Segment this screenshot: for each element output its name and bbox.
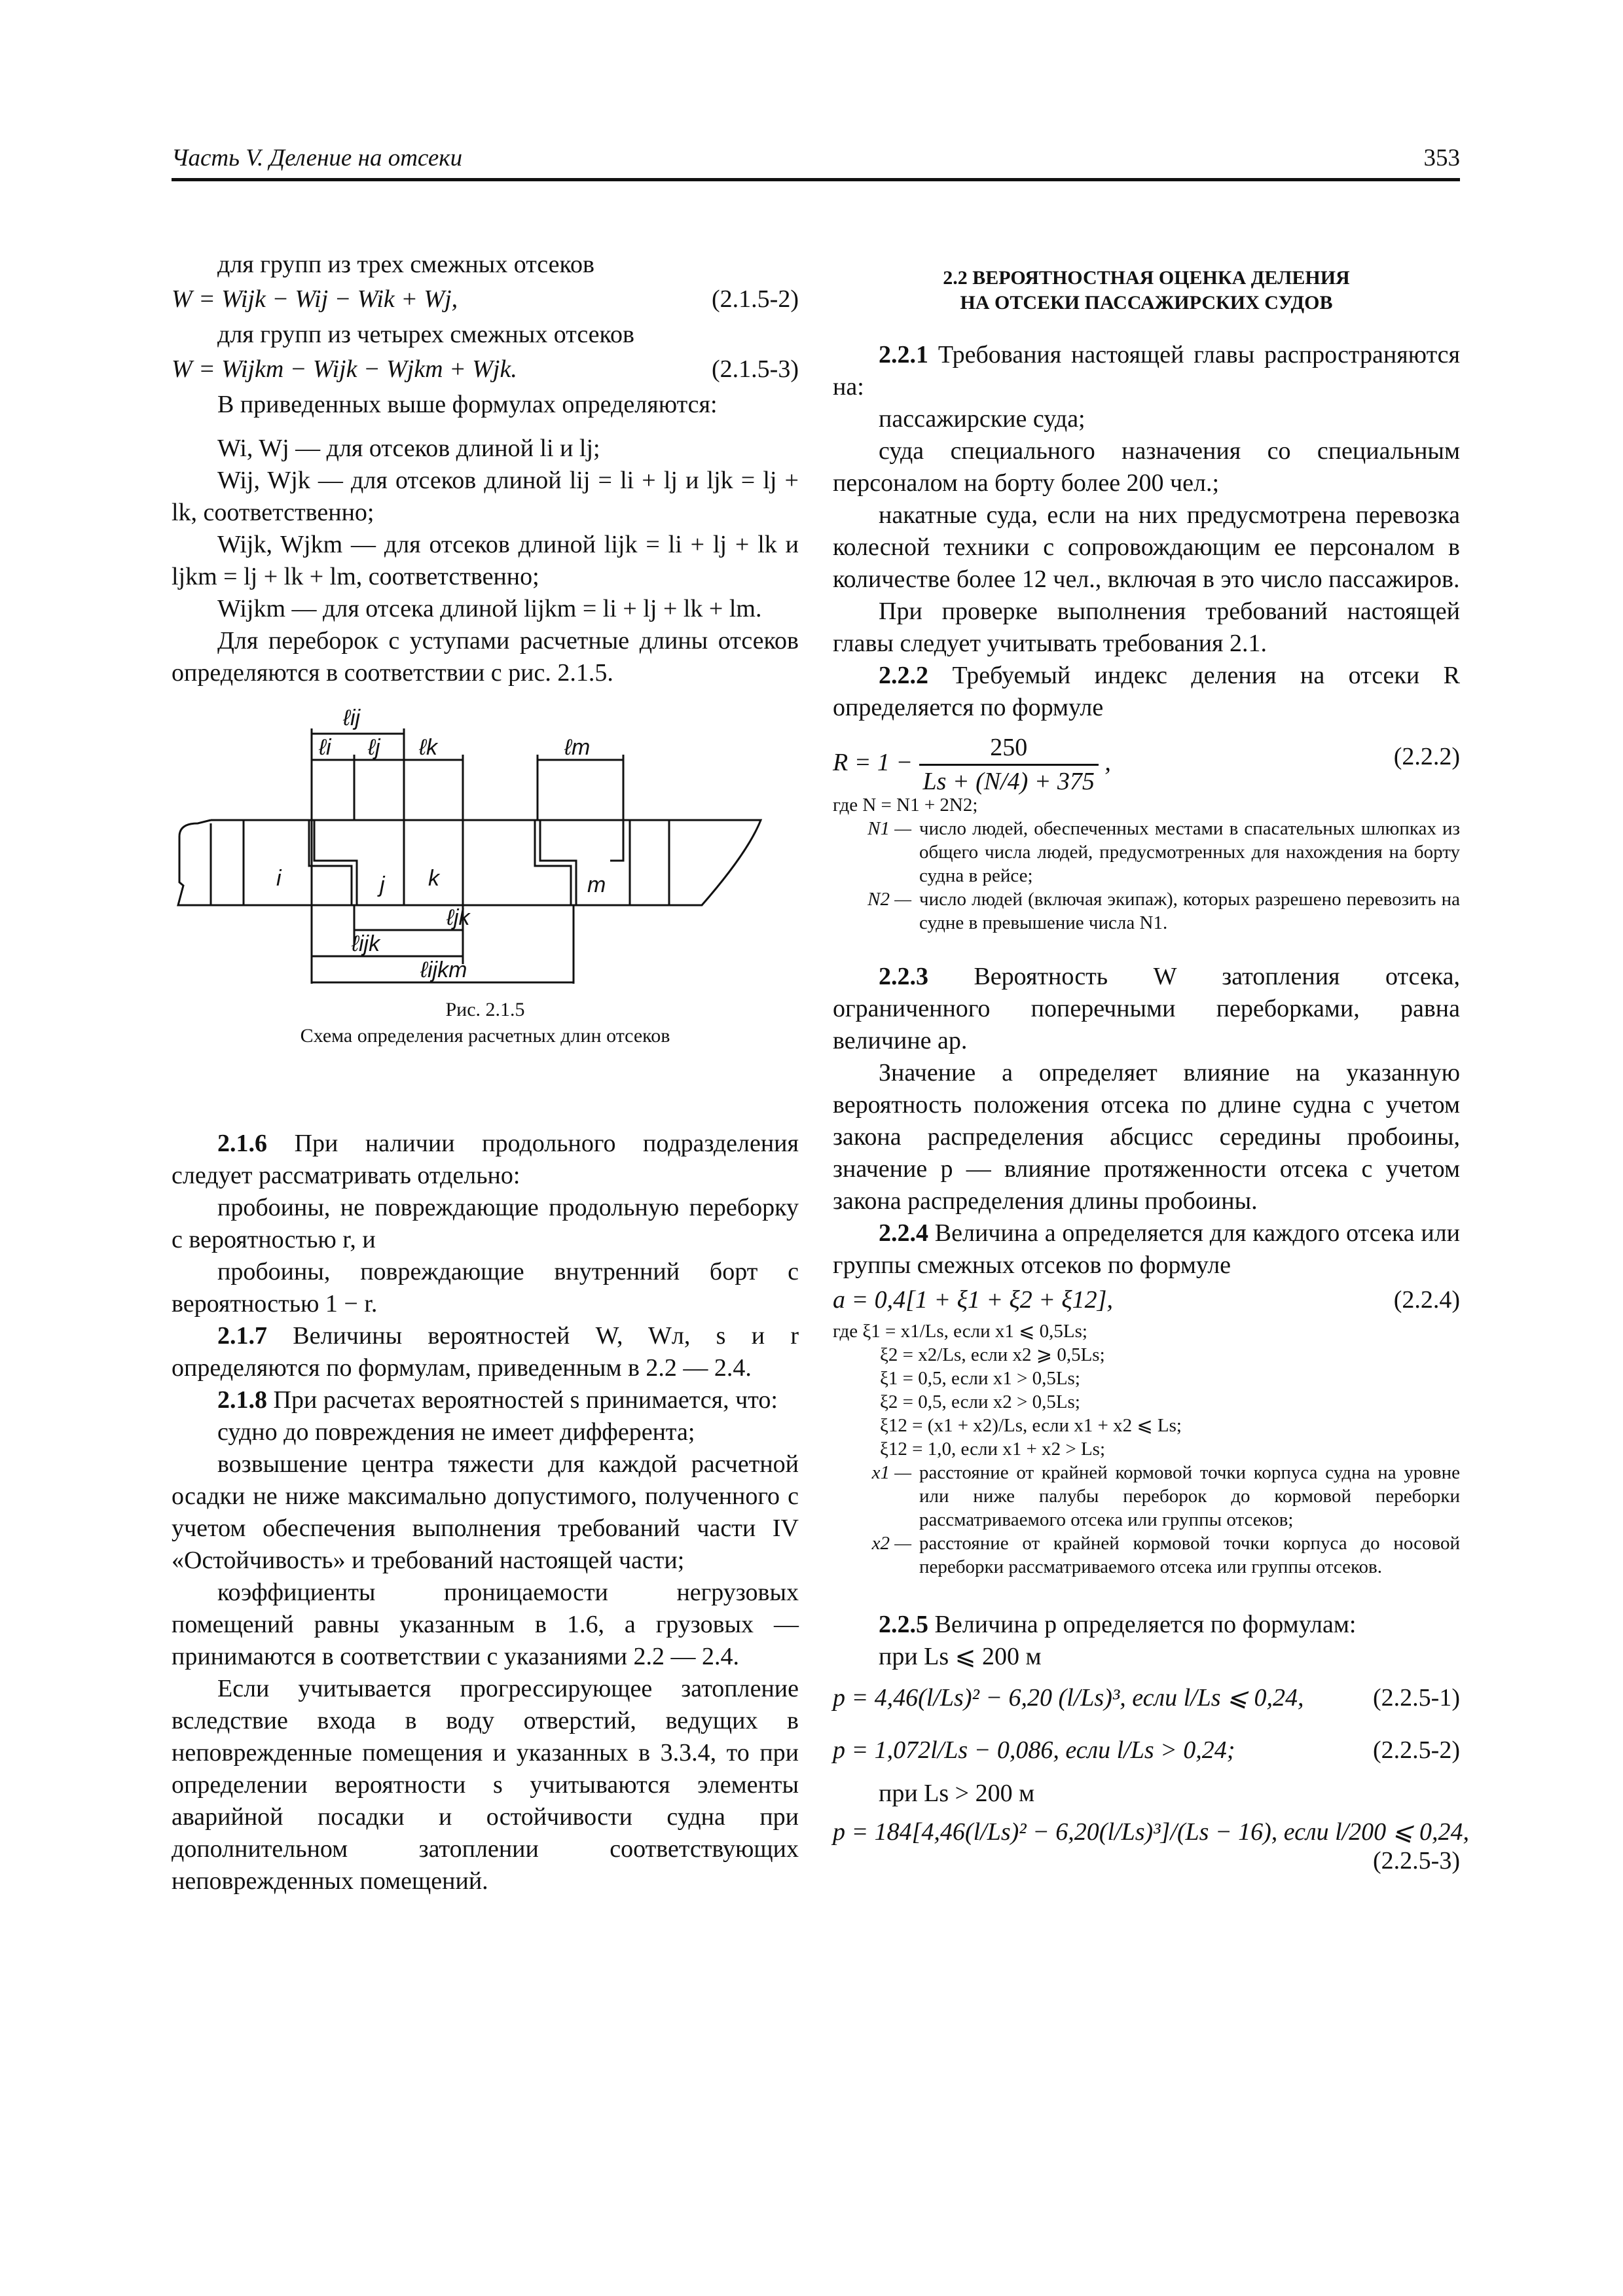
clause-number: 2.2.5 <box>879 1611 928 1638</box>
page-number: 353 <box>1423 145 1460 171</box>
note-line: ξ2 = 0,5, если x2 > 0,5Ls; <box>880 1391 1080 1412</box>
paragraph: При проверке выполнения требований настоящей главы следует учитывать требования 2.1. <box>833 598 1460 657</box>
formula-text: p = 4,46(l/Ls)² − 6,20 (l/Ls)³, если l/Ls ⩽ 0,24, <box>833 1684 1304 1712</box>
note-key: N1 — <box>867 818 911 839</box>
note-line: ξ1 = 0,5, если x1 > 0,5Ls; <box>880 1368 1080 1389</box>
left-column <box>172 249 799 1897</box>
denominator: Ls + (N/4) + 375 <box>922 768 1095 795</box>
note-key: x2 — <box>871 1533 911 1554</box>
section-title: 2.2 ВЕРОЯТНОСТНАЯ ОЦЕНКА ДЕЛЕНИЯ <box>943 267 1350 289</box>
running-header <box>172 144 1460 178</box>
clause-2-2-5 <box>833 1609 1460 1641</box>
formula-number: (2.2.5-2) <box>1373 1736 1460 1764</box>
figure-label: ℓjk <box>447 905 470 930</box>
paragraph: коэффициенты проницаемости негрузовых помещений равны указанным в 1.6, а грузовых — принимаются в соответствии с указаниями 2.2 — 2.4. <box>172 1579 799 1670</box>
paragraph: накатные суда, если на них предусмотрена перевозка колесной техники с сопровождающим ее персоналом в количестве более 12 чел., включая в это число пассажиров. <box>833 501 1460 593</box>
clause-2-2-1 <box>833 339 1460 403</box>
definition: Wi, Wj — для отсеков длиной li и lj; <box>217 435 600 462</box>
formula-text: a = 0,4[1 + ξ1 + ξ2 + ξ12], <box>833 1286 1113 1314</box>
clause-number: 2.2.2 <box>879 662 928 689</box>
formula-text: p = 184[4,46(l/Ls)² − 6,20(l/Ls)³]/(Ls − 16), если l/200 ⩽ 0,24, <box>833 1818 1470 1846</box>
note-line: ξ12 = (x1 + x2)/Ls, если x1 + x2 ⩽ Ls; <box>880 1415 1182 1436</box>
formula-2-2-2 <box>833 724 1460 795</box>
clause-text: При расчетах вероятностей s принимается, что: <box>267 1386 778 1414</box>
definition: Wijkm — для отсека длиной lijkm = li + lj + lk + lm. <box>217 595 762 622</box>
right-column <box>833 249 1470 1877</box>
clause-number: 2.1.8 <box>217 1386 267 1414</box>
paragraph: для групп из четырех смежных отсеков <box>217 321 635 348</box>
paragraph: для групп из трех смежных отсеков <box>217 251 594 278</box>
clause-number: 2.2.1 <box>879 341 928 368</box>
running-title: Часть V. Деление на отсеки <box>172 145 463 171</box>
section-title: НА ОТСЕКИ ПАССАЖИРСКИХ СУДОВ <box>960 292 1333 314</box>
note-line: где N = N1 + 2N2; <box>833 795 978 816</box>
note-key: N2 — <box>867 889 911 910</box>
clause-2-2-3 <box>833 961 1460 1057</box>
header-rule <box>172 178 1460 181</box>
clause-text: Требования настоящей главы распространяются на: <box>833 341 1460 401</box>
figure-label: k <box>428 866 439 891</box>
figure-label: ℓk <box>419 735 437 760</box>
formula-2-2-4 <box>833 1282 1460 1319</box>
definition: Wij, Wjk — для отсеков длиной lij = li + lj и ljk = lj + lk, соответственно; <box>172 467 799 526</box>
paragraph: при Ls ⩽ 200 м <box>879 1643 1042 1670</box>
formula-text <box>833 732 1111 798</box>
note-value: число людей, обеспеченных местами в спасательных шлюпках из общего числа людей, предусмотренных для нахождения на борту судна в рейсе; <box>919 818 1460 886</box>
note-item <box>833 1532 1460 1579</box>
figure-label: ℓijkm <box>420 958 467 982</box>
note-item <box>833 817 1460 888</box>
paragraph: при Ls > 200 м <box>879 1780 1035 1807</box>
note-item <box>833 888 1460 935</box>
clause-2-2-4 <box>833 1217 1460 1282</box>
formula-number: (2.2.5-1) <box>1373 1684 1460 1712</box>
paragraph: суда специального назначения со специальным персоналом на борту более 200 чел.; <box>833 437 1460 497</box>
formula-2-1-5-2 <box>172 281 799 319</box>
paragraph: пробоины, не повреждающие продольную переборку с вероятностью r, и <box>172 1194 799 1253</box>
formula-2-1-5-3 <box>172 351 799 389</box>
figure-2-1-5 <box>172 689 799 997</box>
clause-text: При наличии продольного подразделения следует рассматривать отдельно: <box>172 1130 799 1189</box>
numerator: 250 <box>919 732 1099 766</box>
notes-2-2-2 <box>833 793 1460 935</box>
formula-number: (2.2.2) <box>1393 743 1460 770</box>
clause-number: 2.2.4 <box>879 1219 928 1247</box>
formula-2-2-5-1 <box>833 1673 1460 1725</box>
clause-2-1-7 <box>172 1320 799 1384</box>
formula-number: (2.1.5-3) <box>712 355 799 383</box>
formula-number: (2.2.4) <box>1393 1286 1460 1314</box>
clause-text: Вероятность W затопления отсека, ограниченного поперечными переборками, равна величине ap. <box>833 963 1460 1054</box>
figure-label: j <box>380 872 385 897</box>
clause-2-2-2 <box>833 660 1460 724</box>
figure-label: i <box>276 866 282 891</box>
figure-label: ℓm <box>564 735 591 760</box>
note-value: расстояние от крайней кормовой точки корпуса до носовой переборки рассматриваемого отсека или группы отсеков. <box>919 1533 1460 1577</box>
clause-number: 2.2.3 <box>879 963 928 990</box>
note-line: где ξ1 = x1/Ls, если x1 ⩽ 0,5Ls; <box>833 1321 1087 1342</box>
clause-text: Величина p определяется по формулам: <box>928 1611 1357 1638</box>
paragraph: Значение a определяет влияние на указанную вероятность положения отсека по длине судна с учетом закона распределения абсцисс середины пробоины, значение p — влияние протяженности отсека с учетом закона распределения длины пробоины. <box>833 1059 1460 1215</box>
note-value: число людей (включая экипаж), которых разрешено перевозить на судне в превышение числа N1. <box>919 889 1460 933</box>
figure-label: ℓij <box>343 706 361 730</box>
formula-lhs: R = 1 − <box>833 749 913 777</box>
figure-label: ℓijk <box>352 931 380 956</box>
paragraph: В приведенных выше формулах определяются: <box>217 391 718 418</box>
fraction <box>919 732 1099 798</box>
formula-text: W = Wijkm − Wijk − Wjkm + Wjk. <box>172 355 517 383</box>
clause-text: Величина a определяется для каждого отсека или группы смежных отсеков по формуле <box>833 1219 1460 1279</box>
formula-text: p = 1,072l/Ls − 0,086, если l/Ls > 0,24; <box>833 1736 1235 1764</box>
formula-number: (2.2.5-3) <box>1373 1847 1460 1874</box>
clause-number: 2.1.6 <box>217 1130 267 1157</box>
formula-number: (2.1.5-2) <box>712 285 799 313</box>
clause-number: 2.1.7 <box>217 1322 267 1350</box>
compartment-diagram <box>172 689 799 997</box>
paragraph: пробоины, повреждающие внутренний борт с вероятностью 1 − r. <box>172 1258 799 1318</box>
figure-label: ℓj <box>368 735 380 760</box>
paragraph: пассажирские суда; <box>879 405 1085 433</box>
note-line: ξ12 = 1,0, если x1 + x2 > Ls; <box>880 1439 1106 1460</box>
note-item <box>833 1461 1460 1532</box>
note-line: ξ2 = x2/Ls, если x2 ⩾ 0,5Ls; <box>880 1344 1105 1365</box>
formula-2-2-5-3 <box>833 1810 1470 1846</box>
clause-text: Величины вероятностей W, Wл, s и r определяются по формулам, приведенным в 2.2 — 2.4. <box>172 1322 799 1382</box>
clause-2-1-8 <box>172 1384 799 1416</box>
paragraph: Если учитывается прогрессирующее затопление вследствие входа в воду отверстий, ведущих в неповрежденные помещения и указанных в 3.3.4, то при определении вероятности s учитываются элементы аварийной посадки и остойчивости судна при дополнительном затоплении соответствующих неповрежденных помещений. <box>172 1675 799 1895</box>
paragraph: судно до повреждения не имеет дифферента; <box>217 1418 695 1446</box>
figure-caption-title: Схема определения расчетных длин отсеков <box>300 1025 670 1047</box>
paragraph: возвышение центра тяжести для каждой расчетной осадки не ниже максимально допустимого, полученного с учетом обеспечения выполнения требований части IV «Остойчивость» и требований настоящей части; <box>172 1450 799 1574</box>
formula-tail: , <box>1098 749 1111 777</box>
figure-caption-number: Рис. 2.1.5 <box>445 999 525 1020</box>
figure-label: ℓi <box>319 735 331 760</box>
definition: Wijk, Wjkm — для отсеков длиной lijk = li + lj + lk и ljkm = lj + lk + lm, соответственно; <box>172 531 799 590</box>
formula-2-2-5-2 <box>833 1725 1460 1778</box>
formula-text: W = Wijk − Wij − Wik + Wj, <box>172 285 458 313</box>
notes-2-2-4 <box>833 1319 1460 1579</box>
clause-text: Требуемый индекс деления на отсеки R определяется по формуле <box>833 662 1460 721</box>
figure-label: m <box>587 872 606 897</box>
note-value: расстояние от крайней кормовой точки корпуса судна на уровне или ниже палубы переборок до кормовой переборки рассматриваемого отсека или группы отсеков; <box>919 1462 1460 1530</box>
note-key: x1 — <box>871 1462 911 1483</box>
clause-2-1-6 <box>172 1128 799 1192</box>
paragraph: Для переборок с уступами расчетные длины отсеков определяются в соответствии с рис. 2.1.5. <box>172 627 799 687</box>
